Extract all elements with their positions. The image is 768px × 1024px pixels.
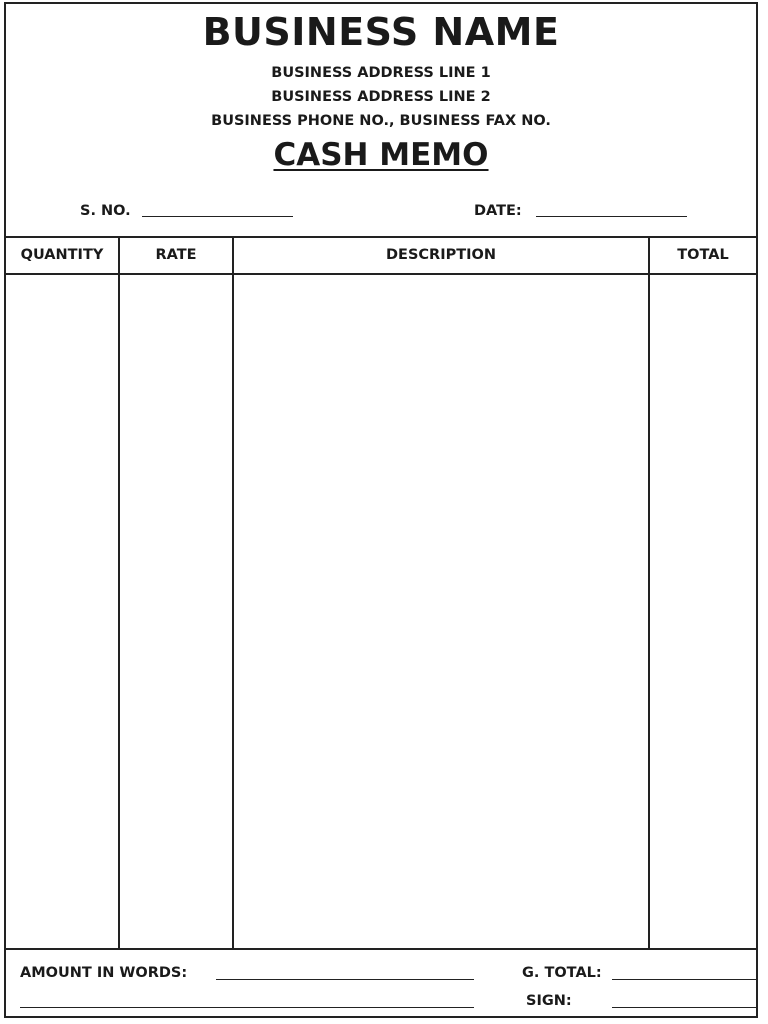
business-name: BUSINESS NAME [202,10,560,54]
date-label: DATE: [474,203,522,219]
amount-in-words-field-continued[interactable] [20,1007,474,1008]
amount-in-words-label: AMOUNT IN WORDS: [20,965,188,981]
amount-in-words-field[interactable] [216,979,474,980]
date-field[interactable] [536,216,687,217]
address-line-1: BUSINESS ADDRESS LINE 1 [271,65,491,81]
column-header-rate: RATE [155,247,197,263]
grand-total-field[interactable] [612,979,756,980]
column-header-total: TOTAL [677,247,729,263]
signature-label: SIGN: [526,993,572,1009]
contact-line: BUSINESS PHONE NO., BUSINESS FAX NO. [211,113,551,129]
memo-title-text: CASH MEMO [273,137,489,173]
cash-memo-form [4,2,758,1018]
serial-number-label: S. NO. [80,203,131,219]
memo-header [6,4,756,238]
column-header-description: DESCRIPTION [386,247,496,263]
memo-title [6,137,756,173]
column-divider [232,238,234,948]
address-line-2: BUSINESS ADDRESS LINE 2 [271,89,491,105]
column-header-quantity: QUANTITY [20,247,104,263]
memo-footer [6,950,756,1016]
grand-total-label: G. TOTAL: [522,965,602,981]
serial-number-field[interactable] [142,216,293,217]
items-table [6,238,756,950]
signature-field[interactable] [612,1007,756,1008]
column-divider [118,238,120,948]
column-divider [648,238,650,948]
